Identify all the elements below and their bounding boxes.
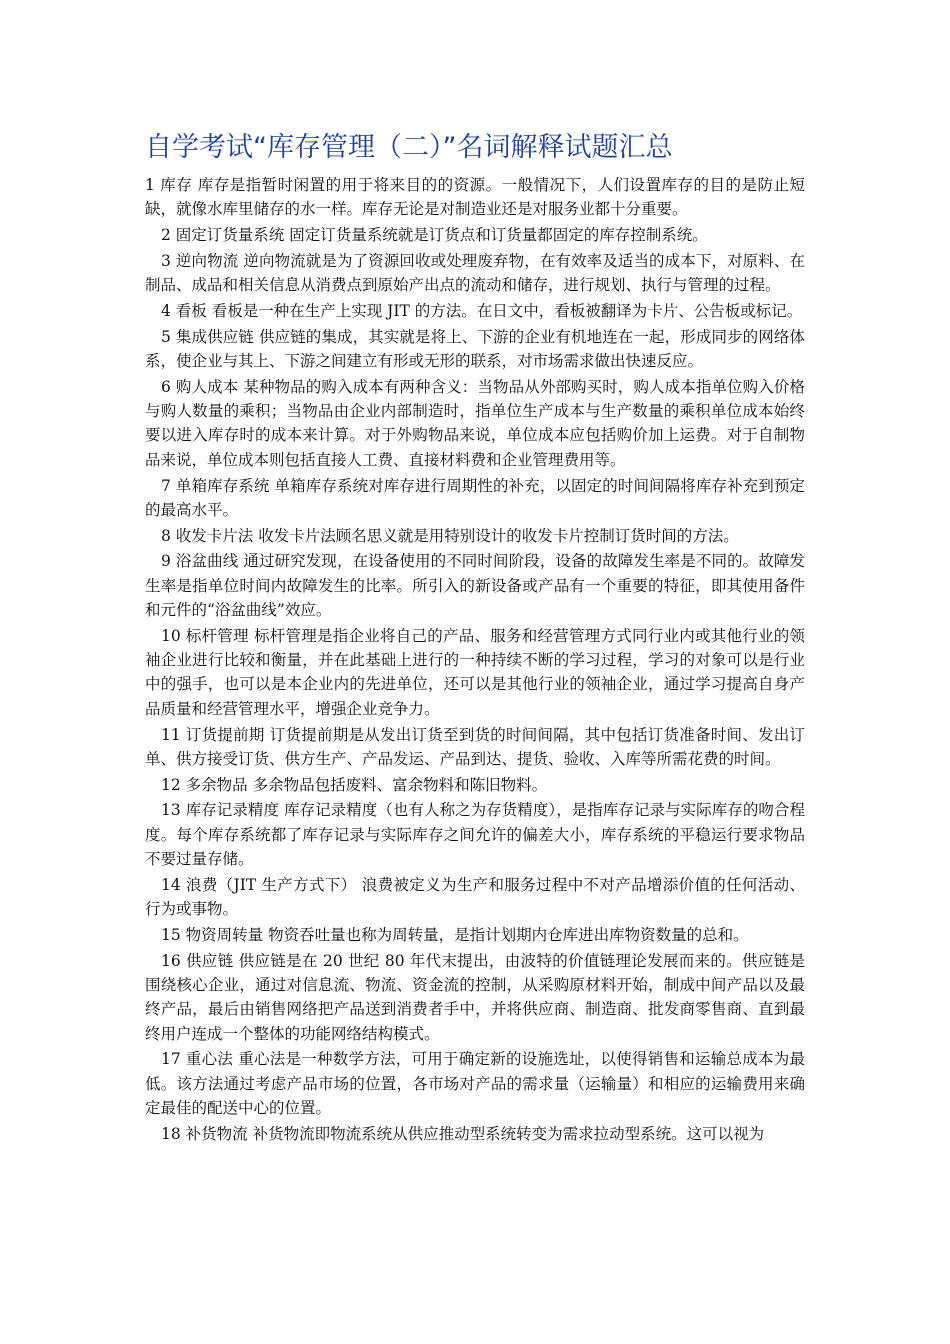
term-entry-8: 8 收发卡片法 收发卡片法顾名思义就是用特别设计的收发卡片控制订货时间的方法。 [161,526,739,545]
term-entry-10: 10 标杆管理 标杆管理是指企业将自己的产品、服务和经营管理方式同行业内或其他行业的领袖企业进行比较和衡量，并在此基础上进行的一种持续不断的学习过程，学习的对象可以是行业中的强手，也可以是本企业内的先进单位，还可以是其他行业的领袖企业，通过学习提高自身产品质量和经营管理水平，增强企业竞争力。 [145,626,805,718]
term-entry-3: 3 逆向物流 逆向物流就是为了资源回收或处理废弃物，在有效率及适当的成本下，对原料、在制品、成品和相关信息从消费点到原始产出点的流动和储存，进行规划、执行与管理的过程。 [145,251,805,295]
term-entry-6: 6 购人成本 某种物品的购入成本有两种含义：当物品从外部购买时，购人成本指单位购入价格与购人数量的乘积；当物品由企业内部制造时，指单位生产成本与生产数量的乘积单位成本始终要以进入库存时的成本来计算。对于外购物品来说，单位成本应包括购价加上运费。对于自制物品来说，单位成本则包括直接人工费、直接材料费和企业管理费用等。 [145,377,805,469]
term-entry-15: 15 物资周转量 物资吞吐量也称为周转量，是指计划期内仓库进出库物资数量的总和。 [161,925,749,944]
term-entry-16: 16 供应链 供应链是在 20 世纪 80 年代末提出，由波特的价值链理论发展而来的。供应链是围绕核心企业，通过对信息流、物流、资金流的控制，从采购原材料开始，制成中间产品以及最终产品，最后由销售网络把产品送到消费者手中，并将供应商、制造商、批发商零售商、直到最终用户连成一个整体的功能网络结构模式。 [145,951,805,1043]
term-entry-7: 7 单箱库存系统 单箱库存系统对库存进行周期性的补充，以固定的时间间隔将库存补充到预定的最高水平。 [145,476,805,519]
document-body [145,173,805,1148]
term-entry-4: 4 看板 看板是一种在生产上实现 JIT 的方法。在日文中，看板被翻译为卡片、公告板或标记。 [161,301,803,320]
term-entry-1: 1 库存 库存是指暂时闲置的用于将来目的的资源。一般情况下，人们设置库存的目的是防止短缺，就像水库里储存的水一样。库存无论是对制造业还是对服务业都十分重要。 [145,176,805,219]
term-entry-9: 9 浴盆曲线 通过研究发现，在设备使用的不同时间阶段，设备的故障发生率是不同的。故障发生率是指单位时间内故障发生的比率。所引入的新设备或产品有一个重要的特征，即其使用备件和元件的“浴盆曲线”效应。 [145,552,805,620]
term-entry-5: 5 集成供应链 供应链的集成，其实就是将上、下游的企业有机地连在一起，形成同步的网络体系，使企业与其上、下游之间建立有形或无形的联系，对市场需求做出快速反应。 [145,327,805,371]
term-entry-18: 18 补货物流 补货物流即物流系统从供应推动型系统转变为需求拉动型系统。这可以视为 [161,1124,765,1143]
document-title: 自学考试“库存管理（二）”名词解释试题汇总 [145,132,673,163]
term-entry-13: 13 库存记录精度 库存记录精度（也有人称之为存货精度），是指库存记录与实际库存的吻合程度。每个库存系统都了库存记录与实际库存之间允许的偏差大小，库存系统的平稳运行要求物品不要过量存储。 [145,801,805,869]
term-entry-2: 2 固定订货量系统 固定订货量系统就是订货点和订货量都固定的库存控制系统。 [161,226,708,245]
term-entry-11: 11 订货提前期 订货提前期是从发出订货至到货的时间间隔，其中包括订货准备时间、发出订单、供方接受订货、供方生产、产品发运、产品到达、提货、验收、入库等所需花费的时间。 [145,725,805,768]
term-entry-17: 17 重心法 重心法是一种数学方法，可用于确定新的设施选址，以使得销售和运输总成本为最低。该方法通过考虑产品市场的位置，各市场对产品的需求量（运输量）和相应的运输费用来确定最佳的配送中心的位置。 [145,1050,805,1117]
term-entry-12: 12 多余物品 多余物品包括废料、富余物料和陈旧物料。 [161,775,548,794]
term-entry-14: 14 浪费（JIT 生产方式下） 浪费被定义为生产和服务过程中不对产品增添价值的任何活动、行为或事物。 [145,875,805,919]
